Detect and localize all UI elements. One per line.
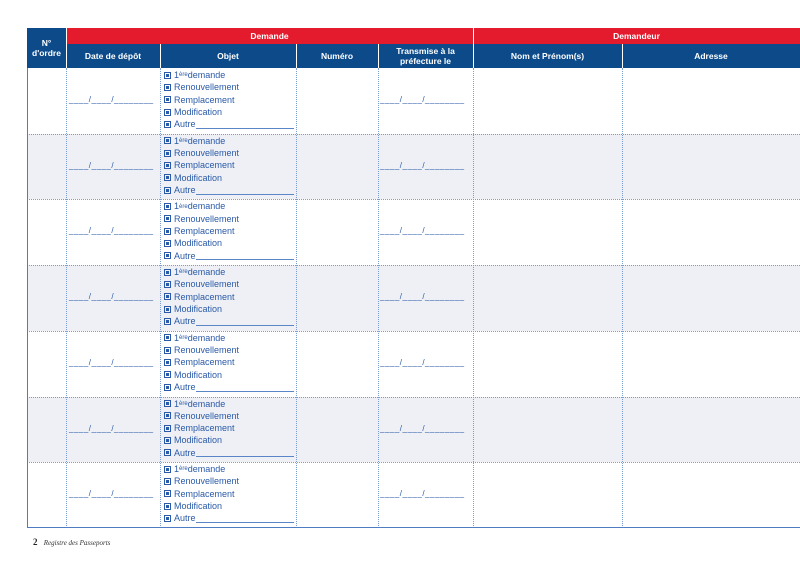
autre-fill-line[interactable] bbox=[196, 120, 294, 129]
checkbox-icon[interactable] bbox=[164, 187, 171, 194]
checkbox-icon[interactable] bbox=[164, 252, 171, 259]
header-numero-ordre bbox=[27, 28, 66, 68]
header-group-demandeur bbox=[473, 28, 800, 44]
checkbox-icon[interactable] bbox=[164, 449, 171, 456]
checkbox-icon[interactable] bbox=[164, 162, 171, 169]
autre-fill-line[interactable] bbox=[196, 448, 294, 457]
option-autre[interactable]: Autre bbox=[164, 118, 294, 130]
autre-fill-line[interactable] bbox=[196, 317, 294, 326]
header-separator bbox=[378, 44, 379, 68]
row-divider bbox=[27, 331, 800, 332]
option-renouvellement[interactable]: Renouvellement bbox=[164, 278, 294, 290]
date-depot-placeholder: ____/____/________ bbox=[69, 423, 154, 433]
checkbox-icon[interactable] bbox=[164, 240, 171, 247]
option-premiere-demande[interactable]: 1 ère demande bbox=[164, 398, 294, 410]
transmise-date-placeholder: ____/____/________ bbox=[380, 423, 465, 433]
objet-options bbox=[164, 398, 294, 459]
option-remplacement[interactable]: Remplacement bbox=[164, 488, 294, 500]
date-depot-field[interactable] bbox=[69, 161, 154, 170]
checkbox-icon[interactable] bbox=[164, 347, 171, 354]
checkbox-icon[interactable] bbox=[164, 400, 171, 407]
option-renouvellement[interactable]: Renouvellement bbox=[164, 475, 294, 487]
page-number: 2 bbox=[33, 537, 38, 547]
passport-register-sheet bbox=[27, 28, 800, 528]
header-numero-ordre-label: N° d'ordre bbox=[32, 38, 61, 58]
checkbox-icon[interactable] bbox=[164, 269, 171, 276]
checkbox-icon[interactable] bbox=[164, 215, 171, 222]
column-divider bbox=[160, 68, 161, 528]
option-remplacement[interactable]: Remplacement bbox=[164, 94, 294, 106]
row-divider bbox=[27, 134, 800, 135]
header-separator bbox=[66, 28, 67, 68]
checkbox-icon[interactable] bbox=[164, 384, 171, 391]
date-depot-placeholder: ____/____/________ bbox=[69, 160, 154, 170]
option-premiere-demande[interactable]: 1 ère demande bbox=[164, 200, 294, 212]
header-demande-label: Demande bbox=[250, 31, 289, 41]
objet-options bbox=[164, 332, 294, 393]
objet-options bbox=[164, 463, 294, 524]
option-modification[interactable]: Modification bbox=[164, 434, 294, 446]
option-modification[interactable]: Modification bbox=[164, 303, 294, 315]
column-divider bbox=[66, 68, 67, 528]
row-divider bbox=[27, 199, 800, 200]
checkbox-icon[interactable] bbox=[164, 503, 171, 510]
document-title: Registre des Passeports bbox=[43, 539, 111, 547]
transmise-date-placeholder: ____/____/________ bbox=[380, 489, 465, 499]
register-row bbox=[27, 199, 800, 265]
date-depot-placeholder: ____/____/________ bbox=[69, 292, 154, 302]
option-modification[interactable]: Modification bbox=[164, 106, 294, 118]
checkbox-icon[interactable] bbox=[164, 72, 171, 79]
date-depot-placeholder: ____/____/________ bbox=[69, 226, 154, 236]
date-depot-placeholder: ____/____/________ bbox=[69, 95, 154, 104]
checkbox-icon[interactable] bbox=[164, 490, 171, 497]
option-renouvellement[interactable]: Renouvellement bbox=[164, 213, 294, 225]
checkbox-icon[interactable] bbox=[164, 334, 171, 341]
autre-fill-line[interactable] bbox=[196, 514, 294, 523]
header-separator bbox=[296, 44, 297, 68]
frame-left-border bbox=[27, 68, 28, 528]
option-premiere-demande[interactable]: 1 ère demande bbox=[164, 266, 294, 278]
autre-fill-line[interactable] bbox=[196, 383, 294, 392]
register-row bbox=[27, 397, 800, 463]
date-depot-field[interactable] bbox=[69, 358, 154, 367]
autre-fill-line[interactable] bbox=[196, 186, 294, 195]
option-renouvellement[interactable]: Renouvellement bbox=[164, 410, 294, 422]
column-divider bbox=[378, 68, 379, 528]
checkbox-icon[interactable] bbox=[164, 84, 171, 91]
date-depot-field[interactable] bbox=[69, 95, 154, 104]
option-modification[interactable]: Modification bbox=[164, 237, 294, 249]
row-divider bbox=[27, 462, 800, 463]
header-col-date-depot: Date de dépôt bbox=[66, 44, 160, 68]
checkbox-icon[interactable] bbox=[164, 228, 171, 235]
objet-options bbox=[164, 200, 294, 261]
register-row bbox=[27, 331, 800, 397]
option-autre[interactable]: Autre bbox=[164, 315, 294, 327]
option-autre[interactable]: Autre bbox=[164, 447, 294, 459]
option-premiere-demande[interactable]: 1 ère demande bbox=[164, 69, 294, 81]
register-row bbox=[27, 68, 800, 134]
transmise-date-field[interactable] bbox=[380, 358, 465, 367]
header-col-numero: Numéro bbox=[296, 44, 378, 68]
header-separator bbox=[160, 44, 161, 68]
checkbox-icon[interactable] bbox=[164, 203, 171, 210]
option-renouvellement[interactable]: Renouvellement bbox=[164, 147, 294, 159]
checkbox-icon[interactable] bbox=[164, 425, 171, 432]
transmise-date-placeholder: ____/____/________ bbox=[380, 160, 465, 170]
transmise-date-field[interactable] bbox=[380, 95, 465, 104]
transmise-date-placeholder: ____/____/________ bbox=[380, 95, 465, 104]
column-divider bbox=[473, 68, 474, 528]
objet-options bbox=[164, 266, 294, 327]
option-remplacement[interactable]: Remplacement bbox=[164, 159, 294, 171]
header-col-objet: Objet bbox=[160, 44, 296, 68]
register-row bbox=[27, 134, 800, 200]
objet-options bbox=[164, 69, 294, 130]
transmise-date-placeholder: ____/____/________ bbox=[380, 357, 465, 367]
register-row bbox=[27, 462, 800, 528]
transmise-date-field[interactable] bbox=[380, 161, 465, 170]
frame-bottom-border bbox=[27, 527, 800, 528]
header-col-adresse: Adresse bbox=[622, 44, 800, 68]
option-autre[interactable]: Autre bbox=[164, 381, 294, 393]
checkbox-icon[interactable] bbox=[164, 437, 171, 444]
autre-fill-line[interactable] bbox=[196, 251, 294, 260]
register-row bbox=[27, 265, 800, 331]
checkbox-icon[interactable] bbox=[164, 96, 171, 103]
checkbox-icon[interactable] bbox=[164, 293, 171, 300]
checkbox-icon[interactable] bbox=[164, 150, 171, 157]
checkbox-icon[interactable] bbox=[164, 174, 171, 181]
option-remplacement[interactable]: Remplacement bbox=[164, 291, 294, 303]
date-depot-placeholder: ____/____/________ bbox=[69, 489, 154, 499]
checkbox-icon[interactable] bbox=[164, 281, 171, 288]
option-premiere-demande[interactable]: 1 ère demande bbox=[164, 463, 294, 475]
option-modification[interactable]: Modification bbox=[164, 172, 294, 184]
header-col-nom: Nom et Prénom(s) bbox=[473, 44, 622, 68]
row-divider bbox=[27, 397, 800, 398]
option-autre[interactable]: Autre bbox=[164, 250, 294, 262]
option-remplacement[interactable]: Remplacement bbox=[164, 356, 294, 368]
checkbox-icon[interactable] bbox=[164, 137, 171, 144]
column-divider bbox=[296, 68, 297, 528]
checkbox-icon[interactable] bbox=[164, 121, 171, 128]
checkbox-icon[interactable] bbox=[164, 306, 171, 313]
transmise-date-field[interactable] bbox=[380, 292, 465, 301]
header-demandeur-label: Demandeur bbox=[613, 31, 660, 41]
option-renouvellement[interactable]: Renouvellement bbox=[164, 81, 294, 93]
date-depot-field[interactable] bbox=[69, 424, 154, 433]
header-separator bbox=[622, 44, 623, 68]
header-col-transmise: Transmise à la préfecture le bbox=[378, 44, 473, 68]
header-group-demande bbox=[66, 28, 473, 44]
option-autre[interactable]: Autre bbox=[164, 184, 294, 196]
transmise-date-placeholder: ____/____/________ bbox=[380, 292, 465, 302]
option-premiere-demande[interactable]: 1 ère demande bbox=[164, 332, 294, 344]
transmise-date-field[interactable] bbox=[380, 489, 465, 498]
checkbox-icon[interactable] bbox=[164, 109, 171, 116]
page-footer bbox=[33, 537, 110, 547]
checkbox-icon[interactable] bbox=[164, 318, 171, 325]
transmise-date-field[interactable] bbox=[380, 424, 465, 433]
option-remplacement[interactable]: Remplacement bbox=[164, 422, 294, 434]
header-separator bbox=[473, 28, 474, 68]
option-autre[interactable]: Autre bbox=[164, 512, 294, 524]
checkbox-icon[interactable] bbox=[164, 466, 171, 473]
option-modification[interactable]: Modification bbox=[164, 369, 294, 381]
transmise-date-field[interactable] bbox=[380, 226, 465, 235]
transmise-date-placeholder: ____/____/________ bbox=[380, 226, 465, 236]
checkbox-icon[interactable] bbox=[164, 371, 171, 378]
date-depot-field[interactable] bbox=[69, 226, 154, 235]
column-divider bbox=[622, 68, 623, 528]
option-premiere-demande[interactable]: 1 ère demande bbox=[164, 135, 294, 147]
date-depot-field[interactable] bbox=[69, 292, 154, 301]
date-depot-field[interactable] bbox=[69, 489, 154, 498]
checkbox-icon[interactable] bbox=[164, 478, 171, 485]
option-remplacement[interactable]: Remplacement bbox=[164, 225, 294, 237]
checkbox-icon[interactable] bbox=[164, 359, 171, 366]
option-renouvellement[interactable]: Renouvellement bbox=[164, 344, 294, 356]
checkbox-icon[interactable] bbox=[164, 515, 171, 522]
date-depot-placeholder: ____/____/________ bbox=[69, 357, 154, 367]
objet-options bbox=[164, 135, 294, 196]
option-modification[interactable]: Modification bbox=[164, 500, 294, 512]
checkbox-icon[interactable] bbox=[164, 412, 171, 419]
row-divider bbox=[27, 265, 800, 266]
